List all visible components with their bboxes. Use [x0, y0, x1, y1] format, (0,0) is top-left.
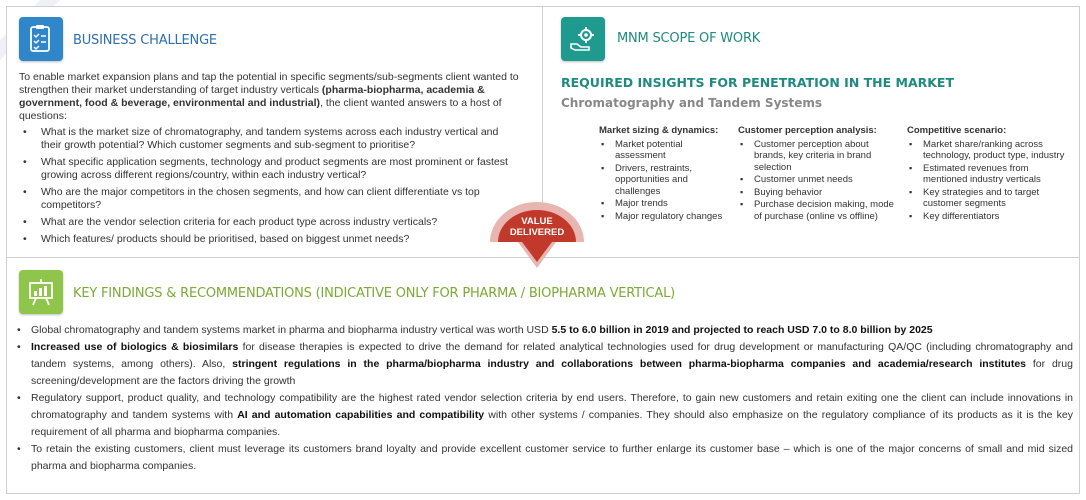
list-item: ▪ Customer perception about brands, key criteria in brand selection [738, 139, 896, 174]
badge-label [488, 216, 586, 238]
key-findings-panel [6, 257, 1080, 494]
scope-column-customer-perception [738, 125, 896, 223]
challenge-title: BUSINESS CHALLENGE [73, 33, 217, 48]
list-item: ▪ Key differentiators [907, 211, 1075, 223]
checklist-icon [19, 17, 63, 61]
column-title: Competitive scenario: [907, 125, 1007, 136]
list-item: ▪ Buying behavior [738, 187, 896, 199]
list-item: ▪ Drivers, restraints, opportunities and challenges [599, 163, 729, 198]
scope-column-competitive [907, 125, 1075, 223]
scope-column-market-sizing [599, 125, 729, 223]
business-challenge-panel [6, 6, 543, 258]
column-title: Market sizing & dynamics: [599, 125, 719, 136]
list-item: ▪ Major regulatory changes [599, 211, 729, 223]
list-item: • What are the vendor selection criteria for each product type across industry verticals? [19, 216, 519, 229]
challenge-body [19, 71, 519, 250]
scope-subtitle: REQUIRED INSIGHTS FOR PENETRATION IN THE MARKET [561, 75, 954, 90]
list-item: • To retain the existing customers, client must leverage its customers brand loyalty and provide excellent customer service to further enlarge its customer base – which is one of the major concerns of small and mid sized pharma and biopharma companies. [17, 441, 1073, 475]
scope-subtitle-2: Chromatography and Tandem Systems [561, 96, 823, 110]
scope-of-work-panel [542, 6, 1080, 258]
list-item: • What specific application segments, technology and product segments are most prominent or fastest growing across different regions/country, within each industry vertical? [19, 156, 519, 182]
list-item: ▪ Major trends [599, 198, 729, 210]
list-item: ▪ Customer unmet needs [738, 174, 896, 186]
findings-body [17, 322, 1073, 475]
list-item: ▪ Estimated revenues from mentioned industry verticals [907, 163, 1075, 186]
scope-title: MNM SCOPE OF WORK [617, 31, 761, 46]
questions-list [19, 126, 519, 246]
findings-list [17, 322, 1073, 475]
list-item: ▪ Purchase decision making, mode of purchase (online vs offline) [738, 199, 896, 222]
intro-text-end: , the client wanted answers to a host of questions: [19, 97, 502, 122]
value-delivered-badge [488, 202, 586, 274]
list-item: • Global chromatography and tandem systems market in pharma and biopharma industry vertical was worth USD 5.5 to 6.0 billion in 2019 and projected to reach USD 7.0 to 8.0 billion by 2025 [17, 322, 1073, 339]
column-title: Customer perception analysis: [738, 125, 877, 136]
intro-verticals: (pharma-biopharma, academia & government, food & beverage, environmental and industrial) [19, 84, 485, 109]
badge-line-2: DELIVERED [509, 227, 565, 238]
list-item: ▪ Market share/ranking across technology, product type, industry [907, 139, 1075, 162]
list-item: ▪ Key strategies and to target customer segments [907, 187, 1075, 210]
list-item: • What is the market size of chromatography, and tandem systems across each industry vertical and their growth potential? Which customer segments and sub-segment to prioritise? [19, 126, 519, 152]
list-item: • Increased use of biologics & biosimilars for disease therapies is expected to drive the demand for related analytical technologies used for drug development or manufacturing QA/QC (including chromatography and tandem systems, among others). Also, stringent regulations in the pharma/biopharma industry and collaborations between pharma-biopharma companies and academia/research institutes for drug screening/development are the factors driving the growth [17, 339, 1073, 390]
list-item: • Who are the major competitors in the chosen segments, and how can client differentiate vs top competitors? [19, 186, 519, 212]
badge-shape [488, 202, 586, 274]
gear-hand-icon [561, 17, 605, 61]
presentation-chart-icon [19, 270, 63, 314]
findings-title: KEY FINDINGS & RECOMMENDATIONS (INDICATIVE ONLY FOR PHARMA / BIOPHARMA VERTICAL) [73, 286, 676, 301]
intro-text: To enable market expansion plans and tap the potential in specific segments/sub-segments client wanted to strengthen their market understanding of target industry verticals [19, 71, 519, 96]
challenge-intro [19, 71, 519, 123]
badge-line-1: VALUE [521, 216, 553, 227]
list-item: ▪ Market potential assessment [599, 139, 729, 162]
list-item: • Which features/ products should be prioritised, based on biggest unmet needs? [19, 233, 519, 246]
list-item: • Regulatory support, product quality, and technology compatibility are the highest rated vendor selection criteria by end users. Therefore, to gain new customers and retain exiting one the client can include innovations in chromatography and tandem systems with AI and automation capabilities and compatibility with other systems / companies. They should also emphasize on the regulatory compliance of its products as it is the key requirement of all pharma and biopharma companies. [17, 390, 1073, 441]
